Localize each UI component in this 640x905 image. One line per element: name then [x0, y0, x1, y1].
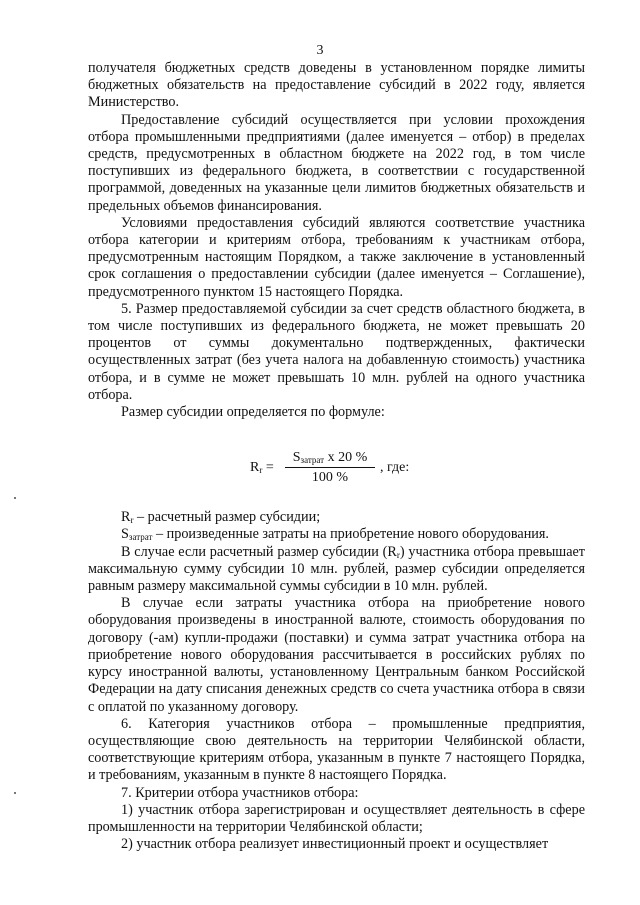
- paragraph: 6. Категория участников отбора – промышленные предприятия, осуществляющие свою деятельность на территории Челябинской области, соответствующие критериям отбора, указанным в пункте 7 настоящего Порядка, и требованиям, указанным в пункте 8 настоящего Порядка.: [88, 715, 585, 784]
- paragraph: получателя бюджетных средств доведены в установленном порядке лимиты бюджетных обязательств на предоставление субсидий в 2022 году, является Министерство.: [88, 60, 585, 111]
- paragraph: В случае если расчетный размер субсидии $(R_r)$ участника отбора превышает максимальную сумму субсидии 10 млн. рублей, размер субсидии определяется равным размеру максимальной суммы субсидии в 10 млн. рублей.: [88, 543, 586, 595]
- document-body: [88, 60, 585, 853]
- formula-lhs: $R_r$ =: [250, 460, 274, 476]
- formula-rhs: , где:: [380, 460, 410, 476]
- paragraph: 7. Критерии отбора участников отбора:: [121, 784, 359, 801]
- definition-s: $S_{затрат}$ – произведенные затраты на приобретение нового оборудования.: [121, 526, 549, 543]
- definition-r: $R_r$ – расчетный размер субсидии;: [121, 509, 321, 526]
- paragraph: Условиями предоставления субсидий являются соответствие участника отбора категории и критериям отбора, требованиям к участникам отбора, предусмотренным настоящим Порядком, а также заключение в установленный срок соглашения о предоставлении субсидии (далее именуется – Соглашение), предусмотренного пунктом 15 настоящего Порядка.: [88, 214, 585, 300]
- paragraph: 2) участник отбора реализует инвестиционный проект и осуществляет: [121, 836, 549, 853]
- scan-mark: [14, 497, 16, 499]
- paragraph: 1) участник отбора зарегистрирован и осуществляет деятельность в сфере промышленности на территории Челябинской области;: [88, 801, 585, 835]
- formula-numerator: $S_{затрат}$ x 20 %: [285, 449, 375, 468]
- paragraph: Предоставление субсидий осуществляется при условии прохождения отбора промышленными предприятиями (далее именуется – отбор) в пределах средств, предусмотренных в областном бюджете на 2022 год, в том числе поступивших из федерального бюджета, в соответствии с государственной программой, доведенных на указанные цели лимитов бюджетных обязательств и предельных объемов финансирования.: [88, 111, 585, 214]
- scan-mark: [14, 792, 16, 794]
- page-number: 3: [316, 43, 324, 58]
- formula-denominator: 100 %: [311, 470, 349, 486]
- paragraph: В случае если затраты участника отбора на приобретение нового оборудования произведены в иностранной валюте, стоимость оборудования по договору (-ам) купли-продажи (поставки) и сумма затрат участника отбора на приобретение нового оборудования рассчитывается в российских рублях по курсу иностранной валюты, установленному Центральным банком Российской Федерации на дату списания денежных средств со счета участника отбора в связи с оплатой по указанному договору.: [88, 595, 585, 715]
- subsidy-formula: [88, 427, 585, 509]
- formula-fraction: [285, 449, 375, 486]
- paragraph: 5. Размер предоставляемой субсидии за счет средств областного бюджета, в том числе поступивших из федерального бюджета, не может превышать 20 процентов от суммы документально подтвержденных, фактически осуществленных затрат (без учета налога на добавленную стоимость) участника отбора, и в сумме не может превышать 10 млн. рублей на одного участника отбора.: [88, 300, 585, 403]
- paragraph: Размер субсидии определяется по формуле:: [121, 404, 385, 421]
